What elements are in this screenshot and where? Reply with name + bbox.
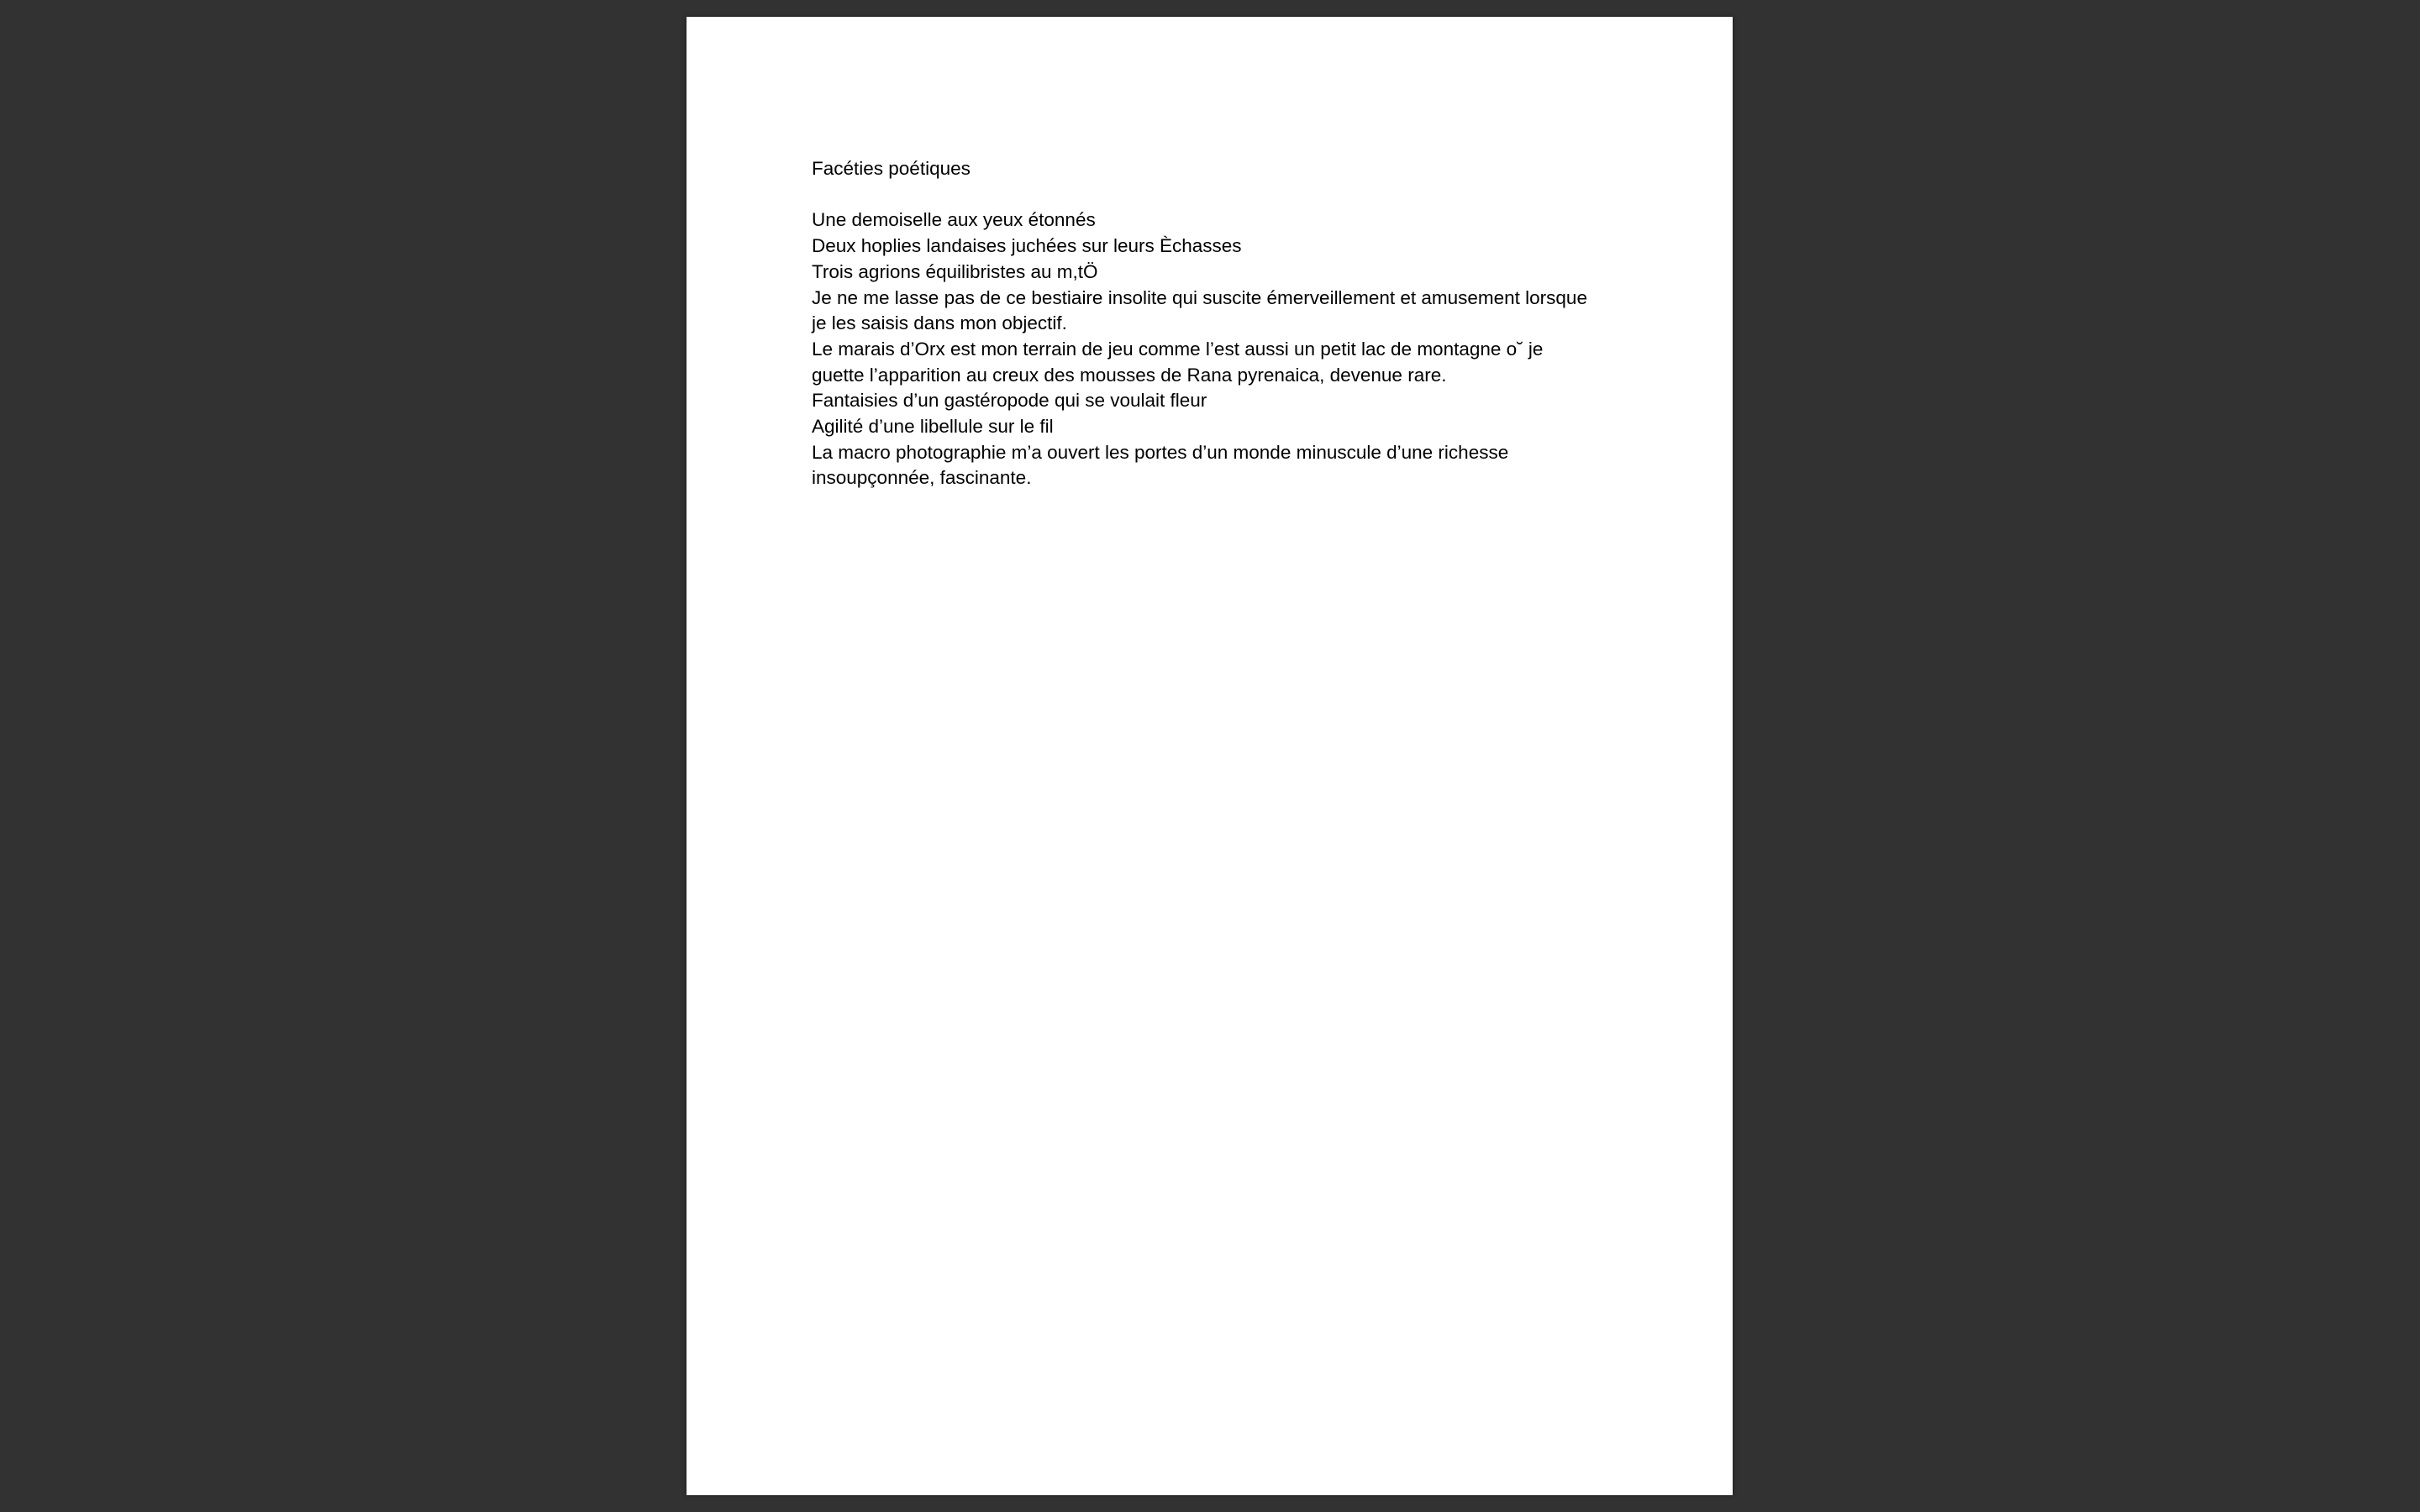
paragraph (812, 337, 1618, 388)
paragraph (812, 388, 1618, 414)
text-line: Agilité d’une libellule sur le fil (812, 416, 1054, 438)
text-line: insoupçonnée, fascinante. (812, 467, 1032, 489)
text-line: Deux hoplies landaises juchées sur leurs Èchasses (812, 235, 1242, 257)
text-line: Fantaisies d’un gastéropode qui se voulait fleur (812, 390, 1207, 412)
paragraph (812, 260, 1618, 286)
document-title: Facéties poétiques (812, 158, 971, 179)
paragraph (812, 414, 1618, 440)
text-line: Trois agrions équilibristes au m,tÖ (812, 260, 1098, 282)
document-page (687, 17, 1733, 1495)
paragraph (812, 440, 1618, 491)
text-line: Je ne me lasse pas de ce bestiaire insolite qui suscite émerveillement et amusement lorsque (812, 286, 1587, 308)
text-line: guette l’apparition au creux des mousses de Rana pyrenaica, devenue rare. (812, 364, 1447, 386)
paragraph (812, 207, 1618, 234)
text-line: je les saisis dans mon objectif. (812, 312, 1067, 334)
text-line: Une demoiselle aux yeux étonnés (812, 209, 1096, 231)
text-line: Le marais d’Orx est mon terrain de jeu comme l’est aussi un petit lac de montagne o˘ je (812, 338, 1544, 360)
paragraph (812, 234, 1618, 260)
page-content (812, 156, 1618, 491)
paragraph (812, 286, 1618, 337)
text-line: La macro photographie m’a ouvert les portes d’un monde minuscule d’une richesse (812, 441, 1509, 463)
